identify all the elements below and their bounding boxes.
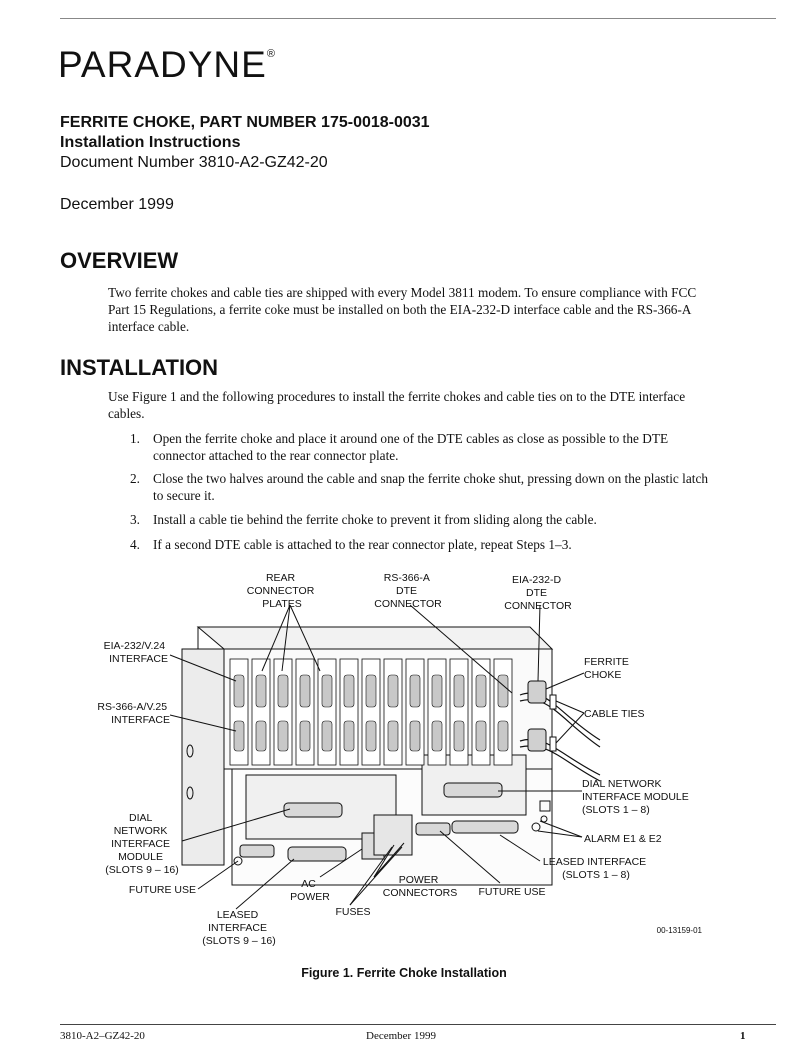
installation-intro-1: Use Figure 1 and the following procedures to install the ferrite chokes and cable ties on to the DTE interface	[108, 389, 686, 404]
label-rear-connector-plates: REAR CONNECTOR PLATES	[246, 572, 315, 610]
step-text: to secure it.	[153, 488, 215, 503]
step-1	[130, 430, 738, 464]
label-dial-network-right: DIAL NETWORK INTERFACE MODULE (SLOTS 1 – 8)	[582, 778, 689, 816]
label-future-use-right: FUTURE USE	[478, 886, 546, 898]
footer-page-number: 1	[740, 1030, 746, 1042]
footer-doc-number: 3810-A2–GZ42-20	[60, 1030, 145, 1042]
label-leased-interface-right: LEASED INTERFACE (SLOTS 1 – 8)	[542, 856, 647, 881]
step-3	[130, 511, 738, 528]
label-ferrite-choke: FERRITE CHOKE	[584, 656, 629, 681]
label-power-connectors: POWER CONNECTORS	[382, 874, 458, 899]
power-connector-block	[374, 815, 412, 855]
installation-intro-2: cables.	[108, 406, 145, 421]
step-number: 3.	[130, 512, 140, 527]
installation-heading: INSTALLATION	[60, 355, 219, 380]
label-rs366-v25-interface: RS-366-A/V.25 INTERFACE	[97, 701, 170, 726]
step-text: Close the two halves around the cable and snap the ferrite choke shut, pressing down on the plastic latch	[153, 471, 708, 486]
document-date: December 1999	[60, 196, 174, 213]
label-dial-network-left: DIAL NETWORK INTERFACE MODULE (SLOTS 9 – 16)	[105, 812, 179, 876]
footer-date: December 1999	[366, 1030, 436, 1042]
registered-mark: ®	[266, 48, 276, 60]
step-number: 1.	[130, 431, 140, 446]
step-text: Install a cable tie behind the ferrite choke to prevent it from sliding along the cable.	[153, 512, 597, 527]
document-number: Document Number 3810-A2-GZ42-20	[60, 154, 328, 171]
overview-line-2: Part 15 Regulations, a ferrite coke must be installed on both the EIA-232-D interface cable and the RS-366-A	[108, 302, 692, 317]
chassis-top	[198, 627, 552, 649]
paradyne-logo	[58, 44, 276, 86]
document-title: FERRITE CHOKE, PART NUMBER 175-0018-0031	[60, 114, 430, 131]
step-text: connector attached to the rear connector plate.	[153, 448, 399, 463]
step-number: 2.	[130, 471, 140, 486]
figure-caption: Figure 1. Ferrite Choke Installation	[301, 966, 507, 980]
step-2	[130, 470, 738, 504]
ferrite-choke-figure	[0, 565, 808, 955]
label-ac-power: AC POWER	[290, 878, 330, 903]
logo-text: PARADYNE	[58, 44, 267, 85]
label-alarm: ALARM E1 & E2	[584, 833, 662, 845]
overview-line-3: interface cable.	[108, 319, 190, 334]
label-fuses: FUSES	[335, 906, 371, 918]
side-flange	[182, 649, 224, 865]
label-eia232-v24-interface: EIA-232/V.24 INTERFACE	[103, 640, 168, 665]
top-rule	[60, 18, 776, 19]
step-number: 4.	[130, 537, 140, 552]
label-rs366-dte-connector: RS-366-A DTE CONNECTOR	[374, 572, 442, 610]
step-4	[130, 536, 738, 553]
bottom-rule	[60, 1024, 776, 1025]
step-text: Open the ferrite choke and place it around one of the DTE cables as close as possible to the DTE	[153, 431, 669, 446]
overview-heading: OVERVIEW	[60, 248, 179, 273]
label-leased-interface-left: LEASED INTERFACE (SLOTS 9 – 16)	[202, 909, 276, 947]
document-subtitle: Installation Instructions	[60, 134, 241, 151]
overview-line-1: Two ferrite chokes and cable ties are shipped with every Model 3811 modem. To ensure compliance with FCC	[108, 285, 697, 300]
figure-code: 00-13159-01	[656, 926, 702, 935]
step-text: If a second DTE cable is attached to the rear connector plate, repeat Steps 1–3.	[153, 537, 572, 552]
label-future-use-left: FUTURE USE	[128, 884, 196, 896]
label-cable-ties: CABLE TIES	[584, 708, 645, 720]
label-eia232-dte-connector: EIA-232-D DTE CONNECTOR	[504, 574, 572, 612]
